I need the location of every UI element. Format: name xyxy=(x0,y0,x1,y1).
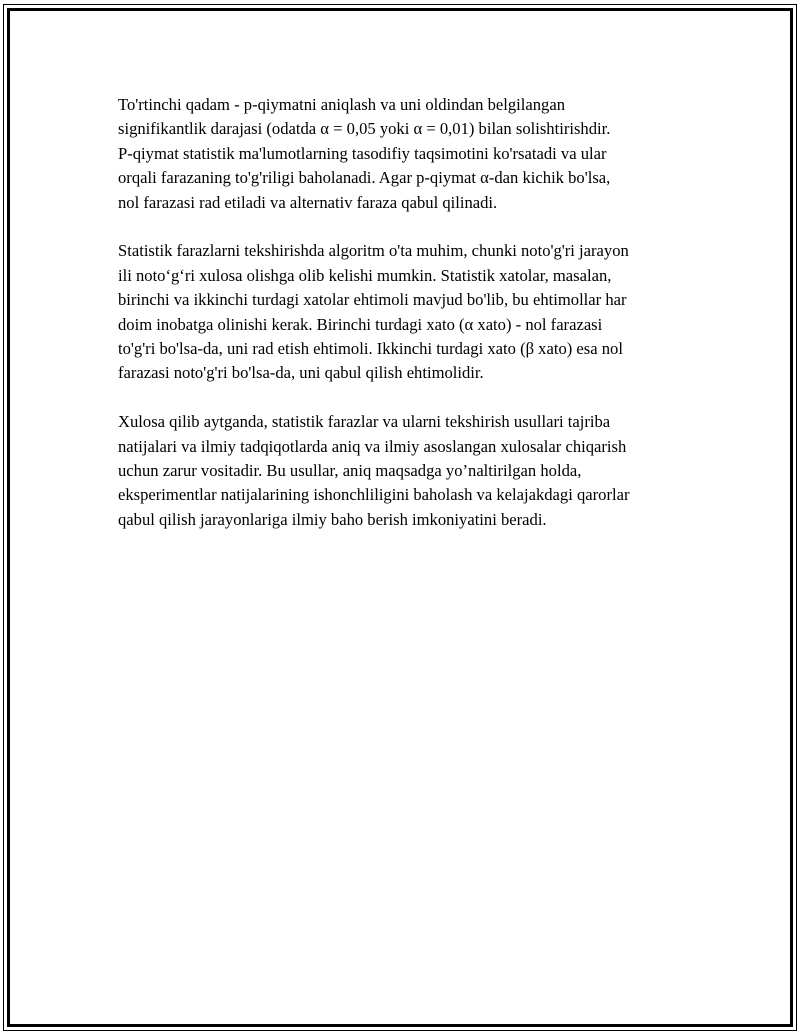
paragraph-p-value: To'rtinchi qadam - p-qiymatni aniqlash va uni oldindan belgilangan signifikantlik darajasi (odatda α = 0,05 yoki α = 0,01) bilan solishtirishdir. P-qiymat statistik ma'lumotlarning tasodifiy taqsimotini ko'rsatadi va ular orqali farazaning to'g'riligi baholanadi. Agar p-qiymat α-dan kichik bo'lsa, nol farazasi rad etiladi va alternativ faraza qabul qilinadi. xyxy=(118,95,611,212)
document-body xyxy=(118,93,698,557)
paragraph-conclusion: Xulosa qilib aytganda, statistik farazlar va ularni tekshirish usullari tajriba natijalari va ilmiy tadqiqotlarda aniq va ilmiy asoslangan xulosalar chiqarish uchun zarur vositadir. Bu usullar, aniq maqsadga yo’naltirilgan holda, eksperimentlar natijalarining ishonchliligini baholash va kelajakdagi qarorlar qabul qilish jarayonlariga ilmiy baho berish imkoniyatini beradi. xyxy=(118,412,630,529)
paragraph-statistical-errors: Statistik farazlarni tekshirishda algoritm o'ta muhim, chunki noto'g'ri jarayon ili noto‘g‘ri xulosa olishga olib kelishi mumkin. Statistik xatolar, masalan, birinchi va ikkinchi turdagi xatolar ehtimoli mavjud bo'lib, bu ehtimollar har doim inobatga olinishi kerak. Birinchi turdagi xato (α xato) - nol farazasi to'g'ri bo'lsa-da, uni rad etish ehtimoli. Ikkinchi turdagi xato (β xato) esa nol farazasi noto'g'ri bo'lsa-da, uni qabul qilish ehtimolidir. xyxy=(118,241,629,383)
